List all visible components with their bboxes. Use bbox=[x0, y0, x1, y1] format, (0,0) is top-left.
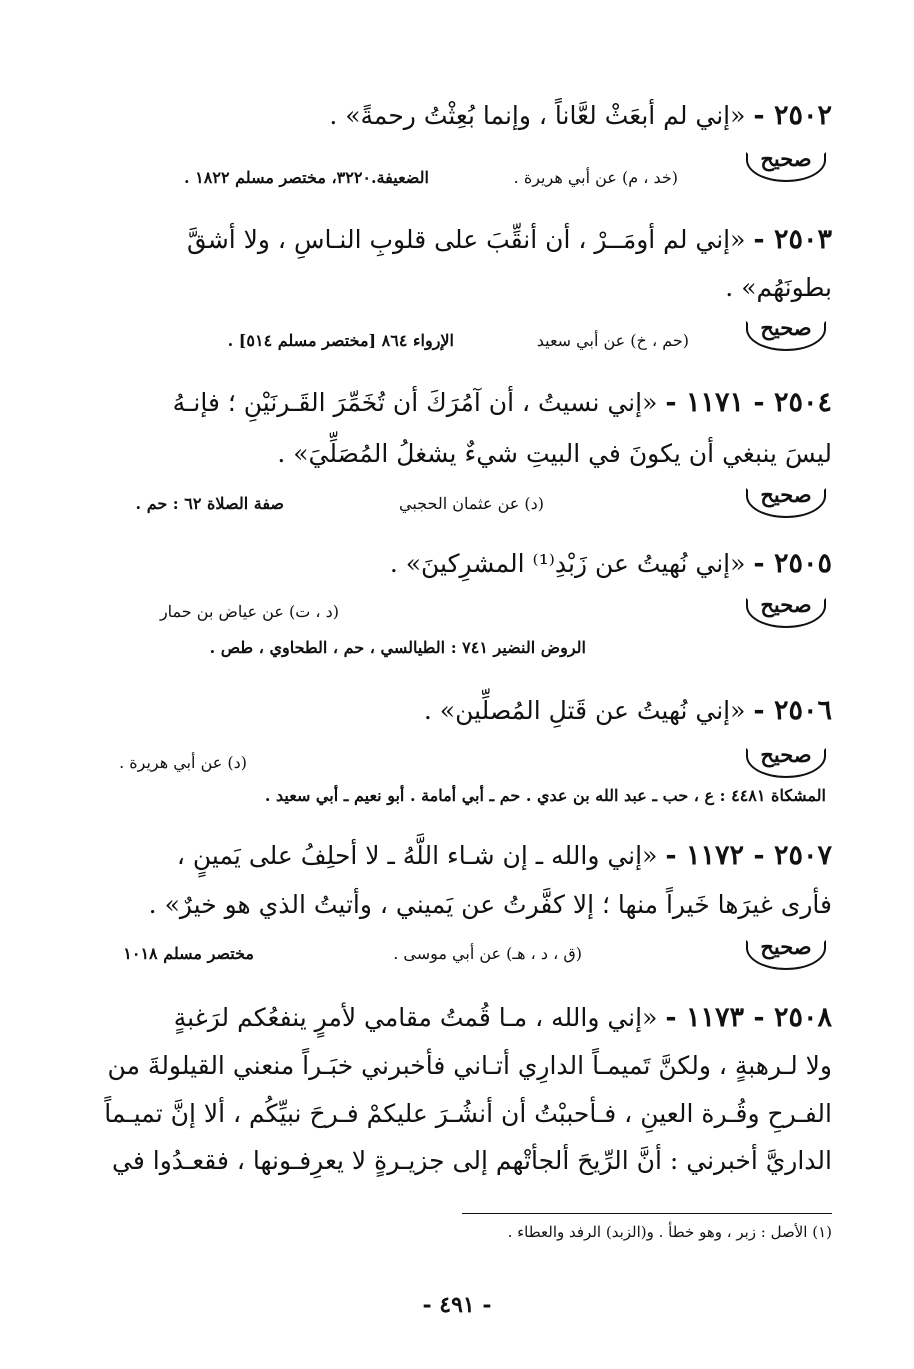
hadith-2505-line-1 bbox=[78, 546, 832, 582]
hadith-2508-line-1 bbox=[78, 1000, 832, 1036]
grade-badge: صحيح bbox=[746, 321, 826, 351]
hadith-2503-line-1 bbox=[78, 222, 832, 258]
hadith-text: «إني نُهيتُ عن قَتلِ المُصلِّين» . bbox=[423, 696, 746, 725]
hadith-2508-line-4: الداريَّ أخبرني : أنَّ الرِّيحَ ألجأتْهم إلى جزيـرةٍ لا يعرِفـونها ، فقعـدُوا في bbox=[112, 1146, 832, 1175]
hadith-text: «إني لم أومَــرْ ، أن أنقِّبَ على قلوبِ النـاسِ ، ولا أشقَّ bbox=[186, 225, 746, 254]
hadith-2504-line-2: ليسَ ينبغي أن يكونَ في البيتِ شيءٌ يشغلُ المُصَلِّيَ» . bbox=[277, 439, 832, 468]
hadith-2504-line-1 bbox=[78, 385, 832, 421]
hadith-text: «إني نُهيتُ عن زَبْدِ⁽¹⁾ المشرِكينَ» . bbox=[389, 549, 746, 578]
hadith-2507-line-1 bbox=[78, 838, 832, 874]
footnote-divider bbox=[462, 1213, 832, 1214]
grade-badge: صحيح bbox=[746, 940, 826, 970]
hadith-2502-line-1 bbox=[78, 98, 832, 134]
hadith-2503-line-2: بطونَهُم» . bbox=[725, 273, 832, 302]
hadith-number: ٢٥٠٣ - bbox=[753, 224, 832, 255]
hadith-sources: (د) عن عثمان الحجبي bbox=[399, 494, 544, 513]
hadith-sources: (خد ، م) عن أبي هريرة . bbox=[513, 168, 678, 187]
hadith-sources: (د ، ت) عن عياض بن حمار bbox=[159, 602, 339, 621]
hadith-2508-line-3: الفـرحِ وقُـرة العينِ ، فـأحببْتُ أن أنشُـرَ عليكمْ فـرحَ نبيِّكُم ، ألا إنَّ تميـماً bbox=[104, 1099, 832, 1128]
hadith-text: «إني والله ، مـا قُمتُ مقامي لأمرٍ ينفعُكم لرَغبةٍ bbox=[173, 1003, 658, 1032]
hadith-sources: (د) عن أبي هريرة . bbox=[119, 753, 247, 772]
hadith-sources: (ق ، د ، هـ) عن أبي موسى . bbox=[393, 944, 582, 963]
grade-badge: صحيح bbox=[746, 488, 826, 518]
hadith-references: الضعيفة.٣٢٢٠، مختصر مسلم ١٨٢٢ . bbox=[184, 168, 429, 187]
hadith-text: «إني والله ـ إن شـاء اللَّهُ ـ لا أحلِفُ على يَمينٍ ، bbox=[176, 841, 658, 870]
hadith-references: الإرواء ٨٦٤ [مختصر مسلم ٥١٤] . bbox=[227, 331, 454, 350]
hadith-text: «إني لم أبعَثْ لعَّاناً ، وإنما بُعِثْتُ رحمةً» . bbox=[329, 101, 746, 130]
grade-badge: صحيح bbox=[746, 152, 826, 182]
footnote: (١) الأصل : زبر ، وهو خطأ . و(الزبد) الرفد والعطاء . bbox=[507, 1223, 832, 1241]
hadith-number: ٢٥٠٥ - bbox=[753, 548, 832, 579]
hadith-sources: (حم ، خ) عن أبي سعيد bbox=[536, 331, 689, 350]
grade-badge: صحيح bbox=[746, 598, 826, 628]
hadith-references: المشكاة ٤٤٨١ : ع ، حب ـ عبد الله بن عدي . حم ـ أبي أمامة . أبو نعيم ـ أبي سعيد . bbox=[264, 786, 826, 805]
hadith-2507-line-2: فأرى غيرَها خَيراً منها ؛ إلا كفَّرتُ عن يَميني ، وأتيتُ الذي هو خيرٌ» . bbox=[148, 890, 832, 919]
hadith-references: مختصر مسلم ١٠١٨ bbox=[123, 944, 254, 963]
hadith-2508-line-2: ولا لـرهبةٍ ، ولكنَّ تَميمـاً الدارِي أتـاني فأخبرني خبَـراً منعني القيلولةَ من bbox=[107, 1051, 832, 1080]
grade-badge: صحيح bbox=[746, 748, 826, 778]
hadith-number: ٢٥٠٦ - bbox=[753, 695, 832, 726]
hadith-text: «إني نسيتُ ، أن آمُرَكَ أن تُخَمِّرَ القَـرنَيْنِ ؛ فإنـهُ bbox=[172, 388, 658, 417]
hadith-number: ٢٥٠٤ - ١١٧١ - bbox=[665, 387, 832, 418]
page-number: - ٤٩١ - bbox=[422, 1292, 492, 1318]
hadith-references: صفة الصلاة ٦٢ : حم . bbox=[135, 494, 284, 513]
hadith-2506-line-1 bbox=[78, 693, 832, 729]
hadith-number: ٢٥٠٨ - ١١٧٣ - bbox=[665, 1002, 832, 1033]
hadith-references: الروض النضير ٧٤١ : الطيالسي ، حم ، الطحاوي ، طص . bbox=[209, 638, 586, 657]
hadith-number: ٢٥٠٧ - ١١٧٢ - bbox=[665, 840, 832, 871]
hadith-number: ٢٥٠٢ - bbox=[753, 100, 832, 131]
